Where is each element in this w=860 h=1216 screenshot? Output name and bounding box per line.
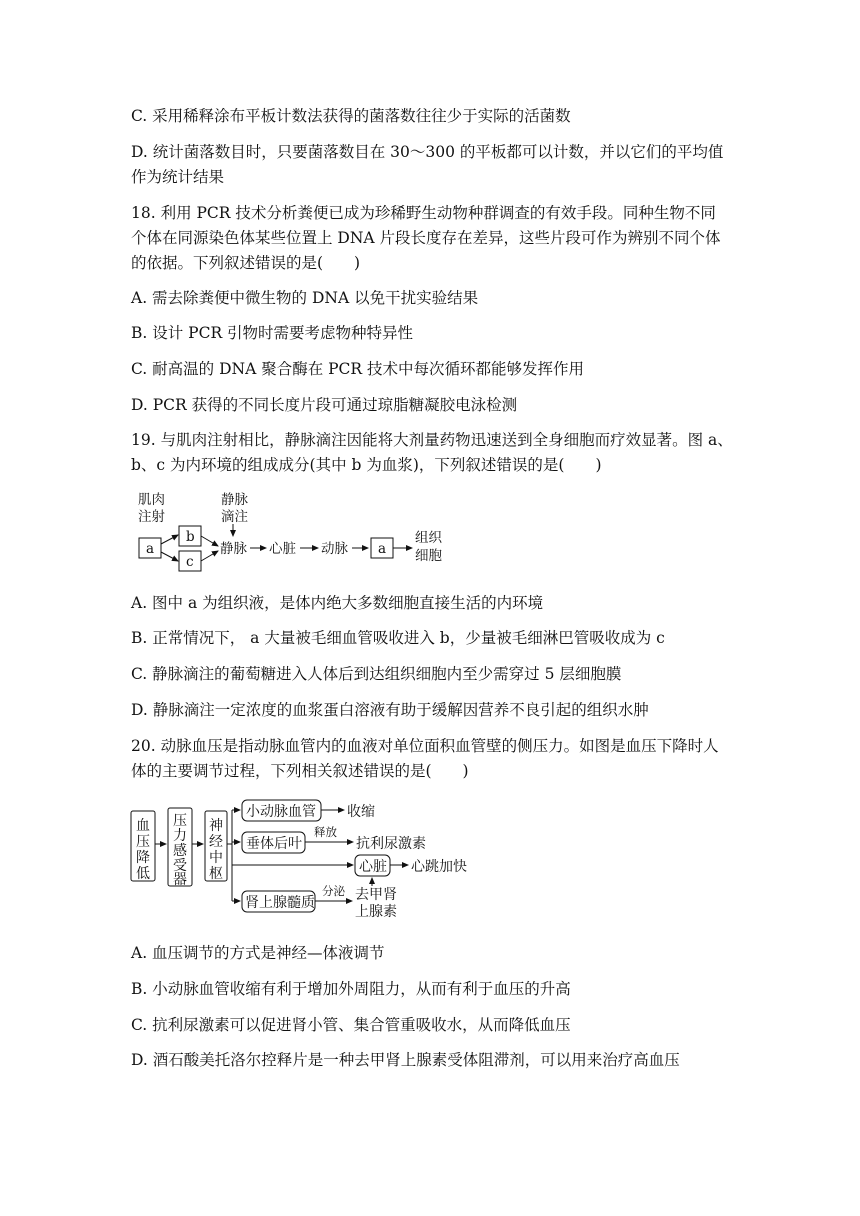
q20-bp-char-3: 低 [136, 866, 150, 882]
q19-option-c: C. 静脉滴注的葡萄糖进入人体后到达组织细胞内至少需穿过 5 层细胞膜 [131, 665, 622, 683]
q20-adh-label: 抗利尿激素 [356, 836, 426, 852]
q17-option-d-line1: D. 统计菌落数目时，只要菌落数目在 30～300 的平板都可以计数，并以它们的平均值 [131, 143, 724, 161]
q19-option-b: B. 正常情况下， a 大量被毛细血管吸收进入 b，少量被毛细淋巴管吸收成为 c [131, 629, 665, 647]
q20-contract-label: 收缩 [347, 804, 375, 820]
q19-stem-line1: 19. 与肌肉注射相比，静脉滴注因能将大剂量药物迅速送到全身细胞而疗效显著。图 a、 [131, 431, 733, 449]
q20-option-a: A. 血压调节的方式是神经—体液调节 [131, 944, 385, 962]
q19-muscle-label-1: 肌肉 [138, 492, 165, 508]
q20-baro-char-0: 压 [173, 813, 187, 829]
q19-vein-label: 静脉 [220, 541, 247, 557]
q19-option-a: A. 图中 a 为组织液，是体内绝大多数细胞直接生活的内环境 [131, 594, 544, 612]
q19-tissue-label-2: 细胞 [415, 548, 442, 564]
q18-option-c: C. 耐高温的 DNA 聚合酶在 PCR 技术中每次循环都能够发挥作用 [131, 360, 585, 378]
q20-baro-char-2: 感 [173, 843, 187, 859]
q20-option-c: C. 抗利尿激素可以促进肾小管、集合管重吸收水，从而降低血压 [131, 1016, 571, 1034]
q19-stem-line2: b、c 为内环境的组成成分(其中 b 为血浆)，下列叙述错误的是( ) [131, 456, 602, 474]
q20-option-d: D. 酒石酸美托洛尔控释片是一种去甲肾上腺素受体阻滞剂，可以用来治疗高血压 [131, 1051, 680, 1069]
q20-pituitary-label: 垂体后叶 [246, 836, 302, 852]
q20-ne-label-1: 去甲肾 [355, 887, 397, 903]
q20-baro-char-1: 力 [173, 828, 187, 844]
q18-option-a: A. 需去除粪便中微生物的 DNA 以免干扰实验结果 [131, 289, 479, 307]
q20-baro-char-3: 受 [173, 858, 187, 874]
q17-option-c: C. 采用稀释涂布平板计数法获得的菌落数往往少于实际的活菌数 [131, 107, 571, 125]
q20-heart-label: 心脏 [359, 859, 387, 875]
q20-stem-line2: 体的主要调节过程，下列相关叙述错误的是( ) [131, 762, 469, 780]
q20-adrenal-label: 肾上腺髓质 [245, 895, 315, 911]
q20-baro-char-4: 器 [173, 872, 187, 888]
q18-stem-line2: 个体在同源染色体某些位置上 DNA 片段长度存在差异，这些片段可作为辨别不同个体 [131, 229, 721, 247]
q20-bp-char-1: 压 [136, 834, 150, 850]
q18-stem-line3: 的依据。下列叙述错误的是( ) [131, 254, 361, 272]
q20-center-char-0: 神 [209, 818, 223, 834]
q19-artery-label: 动脉 [321, 541, 348, 557]
q20-bp-char-0: 血 [136, 818, 150, 834]
q19-iv-label-1: 静脉 [221, 492, 248, 508]
q19-heart-label: 心脏 [269, 541, 296, 557]
q20-option-b: B. 小动脉血管收缩有利于增加外周阻力，从而有利于血压的升高 [131, 980, 571, 998]
q19-tissue-label-1: 组织 [415, 530, 442, 546]
q18-option-b: B. 设计 PCR 引物时需要考虑物种特异性 [131, 324, 414, 342]
q19-box-a2-label: a [378, 541, 387, 557]
q19-box-a-label: a [146, 541, 155, 557]
q20-arteriole-label: 小动脉血管 [246, 804, 316, 820]
q20-center-char-1: 经 [209, 834, 223, 850]
q19-box-c-label: c [186, 554, 194, 570]
q19-box-b-label: b [186, 529, 195, 545]
q20-ne-label-2: 上腺素 [355, 904, 397, 920]
q20-secrete-label: 分泌 [322, 884, 345, 898]
q18-option-d: D. PCR 获得的不同长度片段可通过琼脂糖凝胶电泳检测 [131, 396, 518, 414]
q17-option-d-line2: 作为统计结果 [131, 168, 225, 186]
q20-hr-label: 心跳加快 [411, 859, 467, 875]
q20-bp-char-2: 降 [136, 850, 150, 866]
q18-stem-line1: 18. 利用 PCR 技术分析粪便已成为珍稀野生动物种群调查的有效手段。同种生物不同 [131, 204, 716, 222]
q19-muscle-label-2: 注射 [138, 509, 165, 525]
q20-release-label: 释放 [314, 825, 337, 839]
q19-iv-label-2: 滴注 [221, 509, 248, 525]
q20-center-char-3: 枢 [209, 866, 223, 882]
q19-option-d: D. 静脉滴注一定浓度的血浆蛋白溶液有助于缓解因营养不良引起的组织水肿 [131, 701, 649, 719]
q20-stem-line1: 20. 动脉血压是指动脉血管内的血液对单位面积血管壁的侧压力。如图是血压下降时人 [131, 737, 719, 755]
q20-center-char-2: 中 [209, 850, 223, 866]
